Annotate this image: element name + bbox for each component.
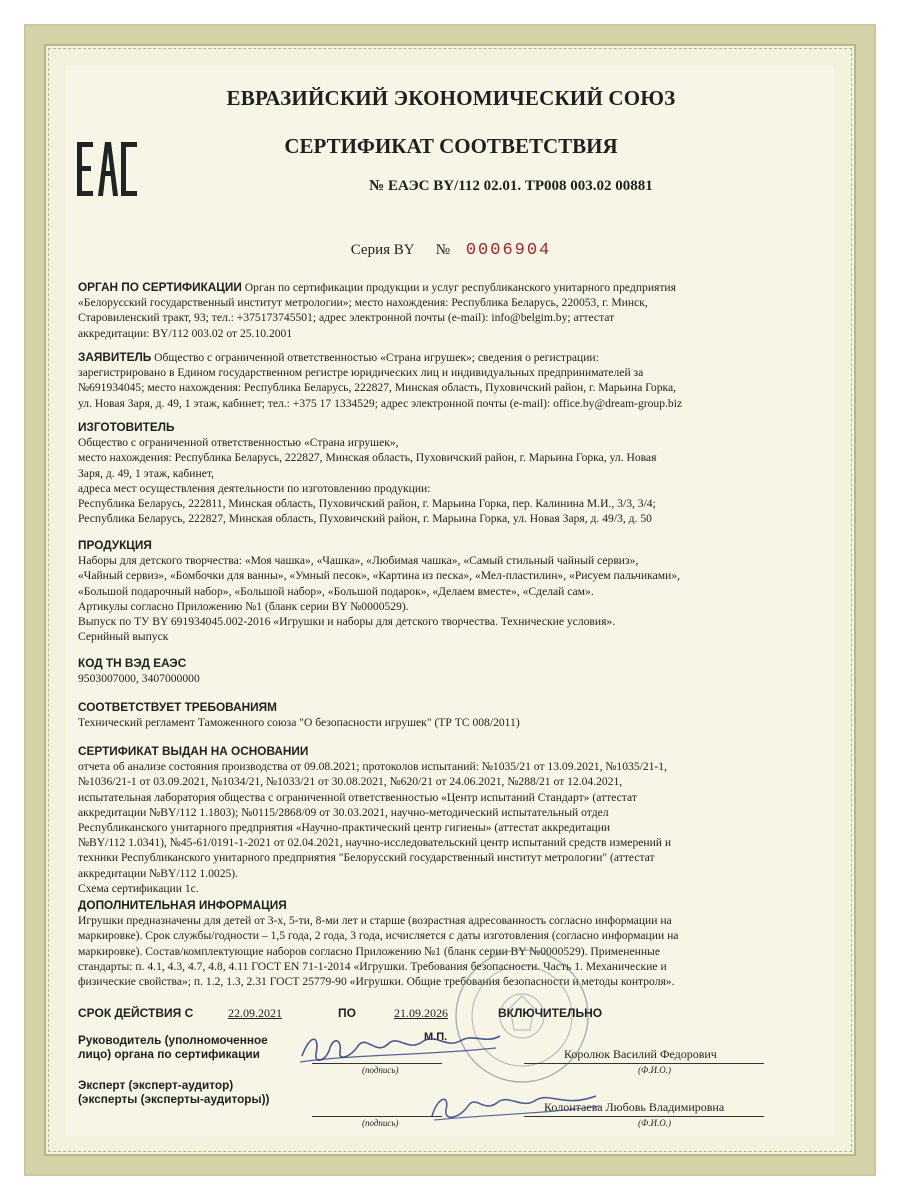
head-name: Королюк Василий Федорович: [564, 1047, 717, 1061]
expert-role-line: Эксперт (эксперт-аудитор): [78, 1078, 234, 1092]
series-number: 0006904: [465, 241, 552, 260]
applicant-line: зарегистрировано в Едином государственном регистре юридических лиц и индивидуальных предпринимателей за: [78, 366, 644, 380]
certificate-title: СЕРТИФИКАТ СООТВЕТСТВИЯ: [284, 134, 618, 158]
code-line: 9503007000, 3407000000: [78, 672, 200, 686]
head-signature-caption: (подпись): [362, 1065, 399, 1075]
basis-line: испытательная лаборатория общества с ограниченной ответственностью «Центр испытаний Стандарт» (аттестат: [78, 790, 637, 804]
validity-label: СРОК ДЕЙСТВИЯ С: [78, 1006, 194, 1020]
union-title: ЕВРАЗИЙСКИЙ ЭКОНОМИЧЕСКИЙ СОЮЗ: [226, 86, 676, 110]
product-line: «Большой подарочный набор», «Большой набор», «Большой подарок», «Делаем вместе», «Сделай сам».: [78, 584, 594, 598]
stamp-label: М.П.: [424, 1031, 448, 1043]
validity-to: 21.09.2026: [394, 1006, 448, 1020]
basis-heading: СЕРТИФИКАТ ВЫДАН НА ОСНОВАНИИ: [78, 744, 309, 758]
applicant-heading: ЗАЯВИТЕЛЬ: [78, 350, 152, 364]
additional-line: маркировке). Состав/комплектующие наборов согласно Приложению №1 (бланк серии BY №0000529). Примененные: [78, 944, 660, 958]
certificate-number: № ЕАЭС BY/112 02.01. ТР008 003.02 00881: [369, 178, 653, 194]
validity-from: 22.09.2021: [228, 1006, 282, 1020]
basis-section: [78, 744, 824, 896]
applicant-section: [78, 350, 824, 411]
additional-heading: ДОПОЛНИТЕЛЬНАЯ ИНФОРМАЦИЯ: [78, 898, 287, 912]
manufacturer-line: место нахождения: Республика Беларусь, 222827, Минская область, Пуховичский район, г. Марьина Горка, ул. Новая: [78, 451, 657, 465]
requirements-line: Технический регламент Таможенного союза "О безопасности игрушек" (ТР ТС 008/2011): [78, 716, 520, 730]
code-section: [78, 656, 824, 686]
product-section: [78, 538, 824, 644]
organ-line: «Белорусский государственный институт метрологии»; место нахождения: Республика Беларусь, 220053, г. Минск,: [78, 296, 648, 310]
expert-signature: [424, 1088, 604, 1126]
expert-name: Колонтаева Любовь Владимировна: [544, 1100, 725, 1114]
applicant-line: ул. Новая Заря, д. 49, 1 этаж, кабинет; тел.: +375 17 1334529; адрес электронной почты (e-mail): office.by@dream-group.biz: [78, 396, 683, 410]
requirements-section: [78, 700, 824, 730]
manufacturer-line: адреса мест осуществления деятельности по изготовлению продукции:: [78, 481, 431, 495]
manufacturer-heading: ИЗГОТОВИТЕЛЬ: [78, 420, 175, 434]
manufacturer-line: Республика Беларусь, 222811, Минская область, Пуховичский район, г. Марьина Горка, пер. Калинина М.И., 3/3, 3/4;: [78, 497, 656, 511]
product-line: Выпуск по ТУ BY 691934045.002-2016 «Игрушки и наборы для детского творчества. Технические условия».: [78, 615, 616, 629]
manufacturer-line: Заря, д. 49, 1 этаж, кабинет,: [78, 466, 214, 480]
expert-name-caption: (Ф.И.О.): [638, 1118, 671, 1128]
additional-line: физические свойства»; п. 1.2, 1.3, 2.31 ГОСТ 25779-90 «Игрушки. Общие требования безопасности и методы контроля».: [78, 975, 675, 989]
manufacturer-section: [78, 420, 824, 526]
organ-section: [78, 280, 824, 341]
head-name-line: [524, 1063, 764, 1064]
organ-line: аккредитации: BY/112 003.02 от 25.10.2001: [78, 326, 293, 340]
organ-heading: ОРГАН ПО СЕРТИФИКАЦИИ: [78, 280, 242, 294]
applicant-line: Общество с ограниченной ответственностью «Страна игрушек»; сведения о регистрации:: [154, 351, 599, 364]
validity-to-label: ПО: [338, 1006, 356, 1020]
manufacturer-line: Общество с ограниченной ответственностью «Страна игрушек»,: [78, 436, 399, 450]
basis-line: техники Республиканского унитарного предприятия "Белорусский государственный институт метрологии" (аттестат: [78, 851, 655, 865]
expert-role-line: (эксперты (эксперты-аудиторы)): [78, 1092, 270, 1106]
organ-line: Орган по сертификации продукции и услуг республиканского унитарного предприятия: [244, 281, 676, 294]
head-name-caption: (Ф.И.О.): [638, 1065, 671, 1075]
basis-line: отчета об анализе состояния производства от 09.08.2021; протоколов испытаний: №1035/21 от 13.09.2021, №1035/21-1,: [78, 760, 667, 774]
basis-line: №BY/112 1.0341), №45-61/0191-1-2021 от 02.04.2021, научно-исследовательский центр испытаний средств измерений и: [78, 836, 672, 850]
expert-role: [78, 1078, 269, 1106]
basis-line: №1036/21-1 от 03.09.2021, №1034/21, №1033/21 от 30.08.2021, №620/21 от 24.06.2021, №288/21 от 12.04.2021,: [78, 775, 623, 789]
product-heading: ПРОДУКЦИЯ: [78, 538, 152, 552]
basis-line: Схема сертификации 1с.: [78, 881, 199, 895]
basis-line: аккредитации №BY/112 1.1803); №0115/2868/09 от 30.03.2021, научно-методический испытательный отдел: [78, 805, 609, 819]
basis-line: Республиканского унитарного предприятия «Научно-практический центр гигиены» (аттестат аккредитации: [78, 821, 611, 835]
additional-line: маркировке). Срок службы/годности – 1,5 года, 2 года, 3 года, исчисляется с даты изготовления (согласно информации на: [78, 929, 679, 943]
basis-line: аккредитации №BY/112 1.0025).: [78, 866, 239, 880]
organ-line: Старовиленский тракт, 93; тел.: +375173745501; адрес электронной почты (e-mail): info@belgim.by; аттестат: [78, 311, 615, 325]
head-role-line: лицо) органа по сертификации: [78, 1047, 260, 1061]
product-line: Серийный выпуск: [78, 630, 169, 644]
head-role-line: Руководитель (уполномоченное: [78, 1033, 268, 1047]
validity-inclusive: ВКЛЮЧИТЕЛЬНО: [498, 1006, 603, 1020]
product-line: Артикулы согласно Приложению №1 (бланк серии BY №0000529).: [78, 599, 409, 613]
expert-signature-line: [312, 1116, 442, 1117]
product-line: «Чайный сервиз», «Бомбочки для ванны», «Умный песок», «Картина из песка», «Мел-пластилин», «Рисуем пальчиками»,: [78, 569, 681, 583]
expert-signature-caption: (подпись): [362, 1118, 399, 1128]
requirements-heading: СООТВЕТСТВУЕТ ТРЕБОВАНИЯМ: [78, 700, 277, 714]
applicant-line: №691934045; место нахождения: Республика Беларусь, 222827, Минская область, Пуховичский район, г. Марьина Горка,: [78, 381, 677, 395]
product-line: Наборы для детского творчества: «Моя чашка», «Чашка», «Любимая чашка», «Самый стильный чайный сервиз»,: [78, 554, 639, 568]
series-label: Серия BY: [350, 242, 415, 258]
head-role: [78, 1033, 268, 1061]
additional-line: стандарты: п. 4.1, 4.3, 4.7, 4.8, 4.11 ГОСТ EN 71-1-2014 «Игрушки. Требования безопасности. Часть 1. Механические и: [78, 959, 667, 973]
code-heading: КОД ТН ВЭД ЕАЭС: [78, 656, 187, 670]
head-signature: [296, 1026, 506, 1072]
additional-section: [78, 898, 824, 989]
manufacturer-line: Республика Беларусь, 222827, Минская область, Пуховичский район, г. Марьина Горка, ул. Новая Заря, д. 49/3, д. 50: [78, 512, 652, 526]
series-no-label: №: [435, 242, 451, 258]
series-line: [78, 241, 824, 260]
additional-line: Игрушки предназначены для детей от 3-х, 5-ти, 8-ми лет и старше (возрастная адресованность согласно информации на: [78, 914, 672, 928]
